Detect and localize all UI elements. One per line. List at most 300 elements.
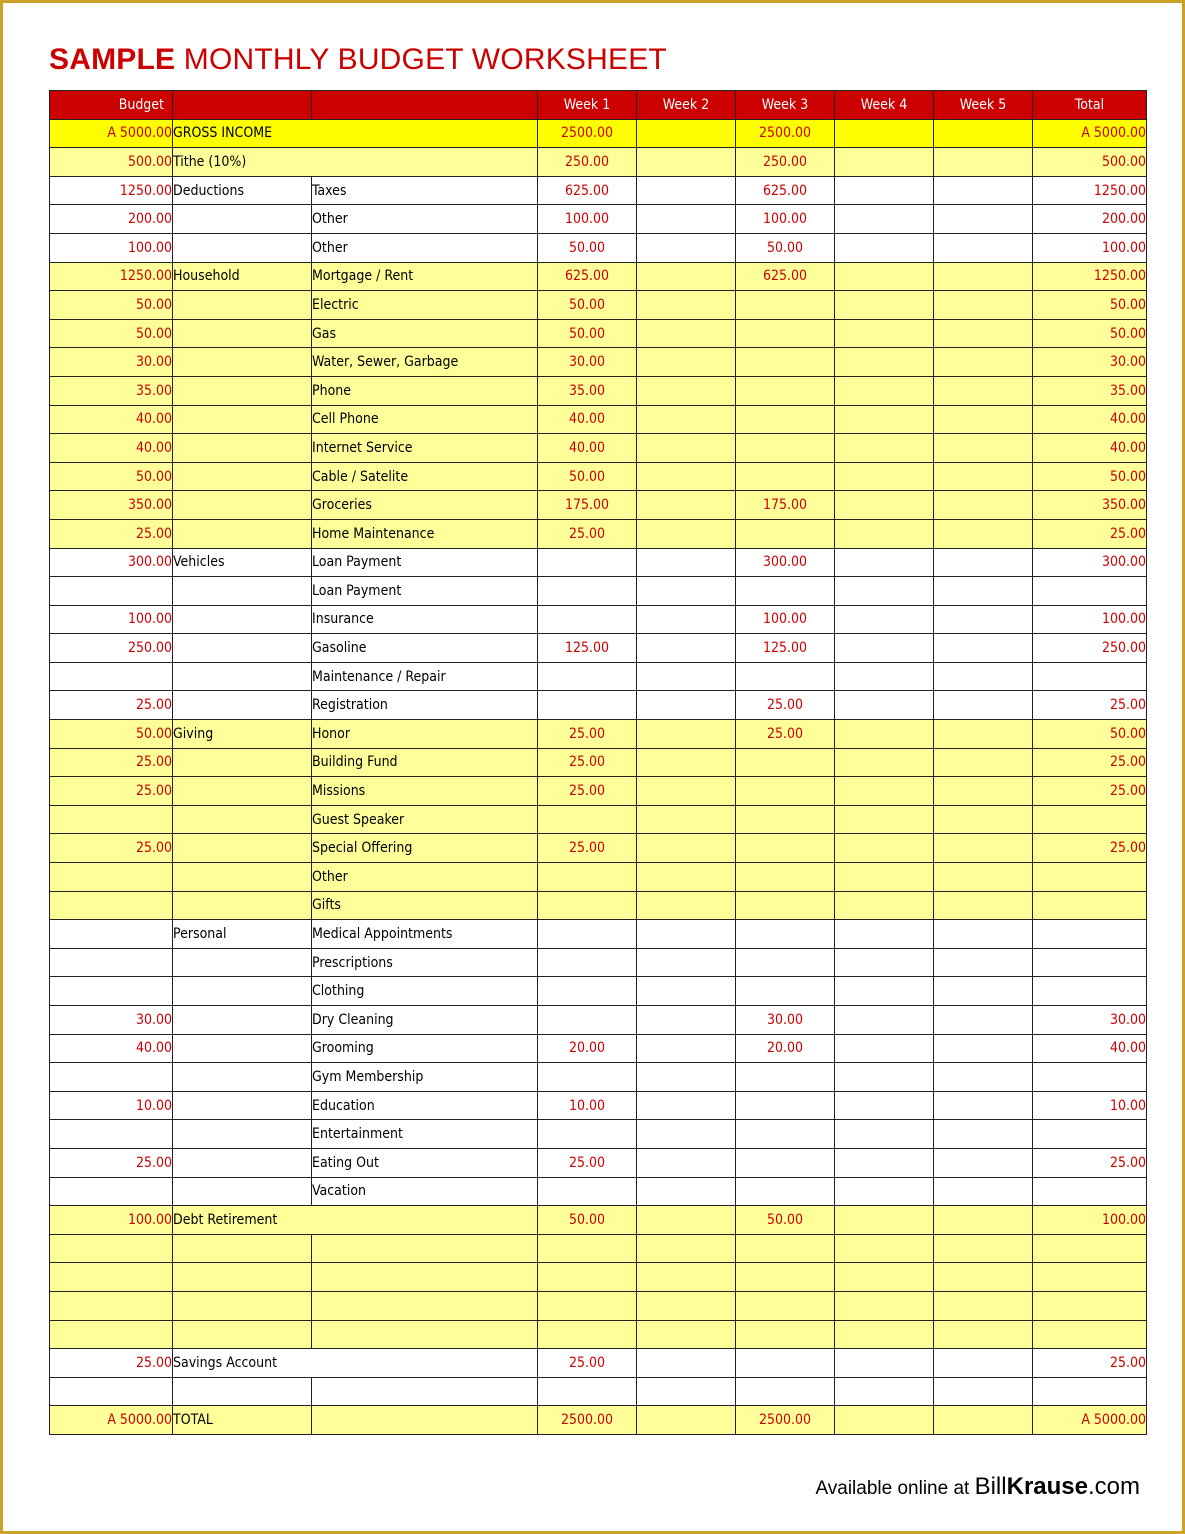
total-cell[interactable]: 10.00 <box>1033 1091 1147 1120</box>
week-4-cell[interactable] <box>835 348 934 377</box>
category-cell[interactable]: Savings Account <box>173 1349 538 1378</box>
week-4-cell[interactable] <box>835 434 934 463</box>
week-1-cell[interactable]: 50.00 <box>538 462 637 491</box>
week-2-cell[interactable] <box>637 577 736 606</box>
item-cell[interactable]: Internet Service <box>312 434 538 463</box>
week-4-cell[interactable] <box>835 977 934 1006</box>
total-cell[interactable] <box>1033 577 1147 606</box>
budget-cell[interactable] <box>50 1320 173 1349</box>
budget-cell[interactable]: 100.00 <box>50 233 173 262</box>
total-cell[interactable] <box>1033 1234 1147 1263</box>
total-cell[interactable]: 40.00 <box>1033 405 1147 434</box>
category-cell[interactable] <box>173 1320 312 1349</box>
week-3-cell[interactable] <box>736 319 835 348</box>
week-5-cell[interactable] <box>934 1320 1033 1349</box>
category-cell[interactable] <box>173 1377 312 1406</box>
budget-cell[interactable]: 1250.00 <box>50 176 173 205</box>
total-cell[interactable]: 50.00 <box>1033 291 1147 320</box>
budget-cell[interactable] <box>50 805 173 834</box>
item-cell[interactable]: Phone <box>312 376 538 405</box>
week-1-cell[interactable]: 30.00 <box>538 348 637 377</box>
budget-cell[interactable]: 100.00 <box>50 1206 173 1235</box>
week-2-cell[interactable] <box>637 691 736 720</box>
budget-cell[interactable] <box>50 891 173 920</box>
week-5-cell[interactable] <box>934 148 1033 177</box>
total-cell[interactable]: 25.00 <box>1033 748 1147 777</box>
week-5-cell[interactable] <box>934 262 1033 291</box>
week-5-cell[interactable] <box>934 1234 1033 1263</box>
week-4-cell[interactable] <box>835 1263 934 1292</box>
week-4-cell[interactable] <box>835 720 934 749</box>
total-cell[interactable]: 30.00 <box>1033 348 1147 377</box>
category-cell[interactable] <box>173 977 312 1006</box>
week-2-cell[interactable] <box>637 1148 736 1177</box>
week-2-cell[interactable] <box>637 1349 736 1378</box>
week-3-cell[interactable] <box>736 519 835 548</box>
budget-cell[interactable]: 300.00 <box>50 548 173 577</box>
budget-cell[interactable]: 40.00 <box>50 405 173 434</box>
week-5-cell[interactable] <box>934 662 1033 691</box>
item-cell[interactable]: Gasoline <box>312 634 538 663</box>
total-cell[interactable] <box>1033 948 1147 977</box>
week-5-cell[interactable] <box>934 1177 1033 1206</box>
week-1-cell[interactable] <box>538 1177 637 1206</box>
category-cell[interactable] <box>173 1120 312 1149</box>
total-cell[interactable]: 25.00 <box>1033 1349 1147 1378</box>
total-cell[interactable] <box>1033 863 1147 892</box>
week-4-cell[interactable] <box>835 119 934 148</box>
week-3-cell[interactable] <box>736 291 835 320</box>
total-cell[interactable]: 50.00 <box>1033 720 1147 749</box>
category-cell[interactable] <box>173 805 312 834</box>
week-2-cell[interactable] <box>637 891 736 920</box>
category-cell[interactable] <box>173 1091 312 1120</box>
category-cell[interactable] <box>173 1291 312 1320</box>
item-cell[interactable]: Vacation <box>312 1177 538 1206</box>
week-2-cell[interactable] <box>637 348 736 377</box>
week-1-cell[interactable]: 25.00 <box>538 519 637 548</box>
week-5-cell[interactable] <box>934 691 1033 720</box>
budget-cell[interactable] <box>50 1263 173 1292</box>
week-4-cell[interactable] <box>835 891 934 920</box>
week-3-cell[interactable]: 300.00 <box>736 548 835 577</box>
week-3-cell[interactable] <box>736 405 835 434</box>
week-4-cell[interactable] <box>835 376 934 405</box>
budget-cell[interactable]: 50.00 <box>50 720 173 749</box>
category-cell[interactable]: TOTAL <box>173 1406 312 1435</box>
week-1-cell[interactable]: 625.00 <box>538 262 637 291</box>
item-cell[interactable] <box>312 1263 538 1292</box>
budget-cell[interactable] <box>50 1063 173 1092</box>
budget-cell[interactable]: 25.00 <box>50 1148 173 1177</box>
item-cell[interactable]: Honor <box>312 720 538 749</box>
item-cell[interactable]: Taxes <box>312 176 538 205</box>
week-5-cell[interactable] <box>934 519 1033 548</box>
week-1-cell[interactable] <box>538 863 637 892</box>
item-cell[interactable] <box>312 1320 538 1349</box>
budget-cell[interactable]: 25.00 <box>50 834 173 863</box>
week-1-cell[interactable] <box>538 805 637 834</box>
week-1-cell[interactable]: 10.00 <box>538 1091 637 1120</box>
week-2-cell[interactable] <box>637 233 736 262</box>
week-4-cell[interactable] <box>835 834 934 863</box>
week-3-cell[interactable] <box>736 977 835 1006</box>
week-3-cell[interactable] <box>736 662 835 691</box>
week-3-cell[interactable] <box>736 834 835 863</box>
total-cell[interactable]: 100.00 <box>1033 1206 1147 1235</box>
week-4-cell[interactable] <box>835 176 934 205</box>
category-cell[interactable] <box>173 205 312 234</box>
week-2-cell[interactable] <box>637 148 736 177</box>
week-1-cell[interactable]: 250.00 <box>538 148 637 177</box>
week-3-cell[interactable] <box>736 1291 835 1320</box>
total-cell[interactable]: 40.00 <box>1033 434 1147 463</box>
budget-cell[interactable]: 30.00 <box>50 1006 173 1035</box>
week-1-cell[interactable] <box>538 1291 637 1320</box>
budget-cell[interactable] <box>50 948 173 977</box>
week-2-cell[interactable] <box>637 1234 736 1263</box>
item-cell[interactable]: Building Fund <box>312 748 538 777</box>
week-2-cell[interactable] <box>637 548 736 577</box>
week-1-cell[interactable]: 50.00 <box>538 1206 637 1235</box>
item-cell[interactable] <box>312 1377 538 1406</box>
week-2-cell[interactable] <box>637 777 736 806</box>
total-cell[interactable] <box>1033 1291 1147 1320</box>
week-2-cell[interactable] <box>637 605 736 634</box>
week-1-cell[interactable]: 25.00 <box>538 777 637 806</box>
budget-cell[interactable] <box>50 1120 173 1149</box>
week-3-cell[interactable]: 625.00 <box>736 176 835 205</box>
total-cell[interactable] <box>1033 1377 1147 1406</box>
week-5-cell[interactable] <box>934 291 1033 320</box>
item-cell[interactable]: Mortgage / Rent <box>312 262 538 291</box>
week-4-cell[interactable] <box>835 1291 934 1320</box>
week-5-cell[interactable] <box>934 720 1033 749</box>
category-cell[interactable] <box>173 863 312 892</box>
item-cell[interactable]: Eating Out <box>312 1148 538 1177</box>
category-cell[interactable] <box>173 491 312 520</box>
week-1-cell[interactable]: 50.00 <box>538 319 637 348</box>
item-cell[interactable]: Education <box>312 1091 538 1120</box>
category-cell[interactable] <box>173 1263 312 1292</box>
total-cell[interactable] <box>1033 977 1147 1006</box>
category-cell[interactable]: Deductions <box>173 176 312 205</box>
week-3-cell[interactable]: 100.00 <box>736 605 835 634</box>
total-cell[interactable]: 25.00 <box>1033 834 1147 863</box>
category-cell[interactable] <box>173 233 312 262</box>
week-1-cell[interactable] <box>538 1320 637 1349</box>
week-5-cell[interactable] <box>934 634 1033 663</box>
week-5-cell[interactable] <box>934 376 1033 405</box>
item-cell[interactable]: Other <box>312 863 538 892</box>
week-3-cell[interactable] <box>736 1091 835 1120</box>
category-cell[interactable]: Personal <box>173 920 312 949</box>
week-4-cell[interactable] <box>835 1206 934 1235</box>
week-4-cell[interactable] <box>835 1377 934 1406</box>
budget-cell[interactable]: 200.00 <box>50 205 173 234</box>
week-5-cell[interactable] <box>934 1206 1033 1235</box>
week-3-cell[interactable]: 25.00 <box>736 691 835 720</box>
week-2-cell[interactable] <box>637 262 736 291</box>
week-1-cell[interactable] <box>538 948 637 977</box>
total-cell[interactable] <box>1033 805 1147 834</box>
week-5-cell[interactable] <box>934 577 1033 606</box>
category-cell[interactable] <box>173 777 312 806</box>
week-4-cell[interactable] <box>835 948 934 977</box>
category-cell[interactable] <box>173 577 312 606</box>
budget-cell[interactable] <box>50 662 173 691</box>
week-4-cell[interactable] <box>835 1320 934 1349</box>
total-cell[interactable]: A 5000.00 <box>1033 119 1147 148</box>
week-4-cell[interactable] <box>835 148 934 177</box>
week-4-cell[interactable] <box>835 491 934 520</box>
total-cell[interactable] <box>1033 662 1147 691</box>
week-5-cell[interactable] <box>934 748 1033 777</box>
budget-cell[interactable]: 100.00 <box>50 605 173 634</box>
week-5-cell[interactable] <box>934 805 1033 834</box>
week-4-cell[interactable] <box>835 319 934 348</box>
week-5-cell[interactable] <box>934 1006 1033 1035</box>
budget-cell[interactable] <box>50 1377 173 1406</box>
week-4-cell[interactable] <box>835 233 934 262</box>
week-1-cell[interactable] <box>538 691 637 720</box>
week-5-cell[interactable] <box>934 491 1033 520</box>
week-2-cell[interactable] <box>637 376 736 405</box>
week-1-cell[interactable] <box>538 977 637 1006</box>
week-3-cell[interactable] <box>736 376 835 405</box>
week-3-cell[interactable] <box>736 805 835 834</box>
week-3-cell[interactable] <box>736 462 835 491</box>
week-1-cell[interactable]: 2500.00 <box>538 1406 637 1435</box>
category-cell[interactable] <box>173 462 312 491</box>
budget-cell[interactable] <box>50 1291 173 1320</box>
item-cell[interactable]: Maintenance / Repair <box>312 662 538 691</box>
budget-cell[interactable]: 25.00 <box>50 1349 173 1378</box>
total-cell[interactable] <box>1033 1263 1147 1292</box>
week-4-cell[interactable] <box>835 577 934 606</box>
week-2-cell[interactable] <box>637 920 736 949</box>
week-5-cell[interactable] <box>934 891 1033 920</box>
category-cell[interactable]: Debt Retirement <box>173 1206 538 1235</box>
week-1-cell[interactable]: 2500.00 <box>538 119 637 148</box>
budget-cell[interactable] <box>50 920 173 949</box>
week-5-cell[interactable] <box>934 434 1033 463</box>
week-2-cell[interactable] <box>637 834 736 863</box>
item-cell[interactable]: Groceries <box>312 491 538 520</box>
week-2-cell[interactable] <box>637 634 736 663</box>
week-1-cell[interactable] <box>538 605 637 634</box>
total-cell[interactable]: 25.00 <box>1033 691 1147 720</box>
item-cell[interactable]: Cable / Satelite <box>312 462 538 491</box>
category-cell[interactable]: Household <box>173 262 312 291</box>
week-4-cell[interactable] <box>835 1234 934 1263</box>
week-3-cell[interactable]: 2500.00 <box>736 119 835 148</box>
week-2-cell[interactable] <box>637 434 736 463</box>
week-5-cell[interactable] <box>934 948 1033 977</box>
week-4-cell[interactable] <box>835 634 934 663</box>
week-2-cell[interactable] <box>637 119 736 148</box>
week-2-cell[interactable] <box>637 1320 736 1349</box>
week-3-cell[interactable] <box>736 1263 835 1292</box>
total-cell[interactable]: 500.00 <box>1033 148 1147 177</box>
week-1-cell[interactable]: 25.00 <box>538 1148 637 1177</box>
week-1-cell[interactable]: 100.00 <box>538 205 637 234</box>
week-2-cell[interactable] <box>637 319 736 348</box>
total-cell[interactable] <box>1033 1120 1147 1149</box>
category-cell[interactable] <box>173 405 312 434</box>
week-1-cell[interactable]: 40.00 <box>538 434 637 463</box>
budget-cell[interactable]: 10.00 <box>50 1091 173 1120</box>
week-5-cell[interactable] <box>934 119 1033 148</box>
week-4-cell[interactable] <box>835 291 934 320</box>
week-2-cell[interactable] <box>637 205 736 234</box>
item-cell[interactable]: Guest Speaker <box>312 805 538 834</box>
week-2-cell[interactable] <box>637 948 736 977</box>
week-2-cell[interactable] <box>637 176 736 205</box>
week-5-cell[interactable] <box>934 1349 1033 1378</box>
item-cell[interactable]: Registration <box>312 691 538 720</box>
category-cell[interactable] <box>173 319 312 348</box>
week-1-cell[interactable]: 25.00 <box>538 834 637 863</box>
category-cell[interactable] <box>173 434 312 463</box>
item-cell[interactable]: Loan Payment <box>312 548 538 577</box>
week-4-cell[interactable] <box>835 519 934 548</box>
week-5-cell[interactable] <box>934 605 1033 634</box>
week-3-cell[interactable] <box>736 577 835 606</box>
category-cell[interactable] <box>173 1034 312 1063</box>
week-1-cell[interactable]: 50.00 <box>538 233 637 262</box>
budget-cell[interactable] <box>50 577 173 606</box>
category-cell[interactable]: Tithe (10%) <box>173 148 538 177</box>
item-cell[interactable]: Dry Cleaning <box>312 1006 538 1035</box>
item-cell[interactable]: Loan Payment <box>312 577 538 606</box>
week-3-cell[interactable]: 20.00 <box>736 1034 835 1063</box>
week-3-cell[interactable] <box>736 920 835 949</box>
week-5-cell[interactable] <box>934 1034 1033 1063</box>
category-cell[interactable] <box>173 1006 312 1035</box>
week-1-cell[interactable] <box>538 1063 637 1092</box>
week-3-cell[interactable] <box>736 948 835 977</box>
budget-cell[interactable]: 40.00 <box>50 434 173 463</box>
category-cell[interactable] <box>173 948 312 977</box>
item-cell[interactable]: Gifts <box>312 891 538 920</box>
week-2-cell[interactable] <box>637 805 736 834</box>
week-1-cell[interactable] <box>538 1120 637 1149</box>
week-5-cell[interactable] <box>934 548 1033 577</box>
week-2-cell[interactable] <box>637 863 736 892</box>
week-2-cell[interactable] <box>637 491 736 520</box>
week-2-cell[interactable] <box>637 662 736 691</box>
budget-cell[interactable]: 30.00 <box>50 348 173 377</box>
category-cell[interactable] <box>173 519 312 548</box>
week-5-cell[interactable] <box>934 1377 1033 1406</box>
week-2-cell[interactable] <box>637 1091 736 1120</box>
category-cell[interactable]: GROSS INCOME <box>173 119 538 148</box>
budget-cell[interactable]: 25.00 <box>50 777 173 806</box>
week-2-cell[interactable] <box>637 1263 736 1292</box>
week-1-cell[interactable] <box>538 1006 637 1035</box>
week-4-cell[interactable] <box>835 1406 934 1435</box>
week-5-cell[interactable] <box>934 348 1033 377</box>
week-4-cell[interactable] <box>835 405 934 434</box>
week-1-cell[interactable] <box>538 577 637 606</box>
week-2-cell[interactable] <box>637 748 736 777</box>
week-1-cell[interactable]: 125.00 <box>538 634 637 663</box>
week-3-cell[interactable]: 25.00 <box>736 720 835 749</box>
week-2-cell[interactable] <box>637 1034 736 1063</box>
category-cell[interactable] <box>173 748 312 777</box>
week-1-cell[interactable] <box>538 1377 637 1406</box>
total-cell[interactable] <box>1033 920 1147 949</box>
week-4-cell[interactable] <box>835 605 934 634</box>
item-cell[interactable]: Clothing <box>312 977 538 1006</box>
item-cell[interactable]: Electric <box>312 291 538 320</box>
budget-cell[interactable]: A 5000.00 <box>50 119 173 148</box>
week-1-cell[interactable]: 25.00 <box>538 720 637 749</box>
week-1-cell[interactable]: 50.00 <box>538 291 637 320</box>
week-2-cell[interactable] <box>637 1377 736 1406</box>
week-5-cell[interactable] <box>934 1091 1033 1120</box>
week-3-cell[interactable] <box>736 891 835 920</box>
week-5-cell[interactable] <box>934 405 1033 434</box>
category-cell[interactable] <box>173 348 312 377</box>
week-3-cell[interactable]: 100.00 <box>736 205 835 234</box>
week-3-cell[interactable]: 50.00 <box>736 233 835 262</box>
week-2-cell[interactable] <box>637 1120 736 1149</box>
week-5-cell[interactable] <box>934 462 1033 491</box>
week-5-cell[interactable] <box>934 1063 1033 1092</box>
total-cell[interactable]: 100.00 <box>1033 605 1147 634</box>
item-cell[interactable]: Prescriptions <box>312 948 538 977</box>
category-cell[interactable] <box>173 291 312 320</box>
week-5-cell[interactable] <box>934 233 1033 262</box>
total-cell[interactable]: A 5000.00 <box>1033 1406 1147 1435</box>
week-4-cell[interactable] <box>835 1063 934 1092</box>
week-1-cell[interactable] <box>538 891 637 920</box>
week-4-cell[interactable] <box>835 863 934 892</box>
week-4-cell[interactable] <box>835 1120 934 1149</box>
budget-cell[interactable]: 350.00 <box>50 491 173 520</box>
week-5-cell[interactable] <box>934 1291 1033 1320</box>
week-5-cell[interactable] <box>934 863 1033 892</box>
week-2-cell[interactable] <box>637 1406 736 1435</box>
week-4-cell[interactable] <box>835 662 934 691</box>
budget-cell[interactable] <box>50 863 173 892</box>
budget-cell[interactable]: 35.00 <box>50 376 173 405</box>
week-3-cell[interactable] <box>736 1320 835 1349</box>
total-cell[interactable]: 200.00 <box>1033 205 1147 234</box>
week-5-cell[interactable] <box>934 1148 1033 1177</box>
week-2-cell[interactable] <box>637 291 736 320</box>
week-4-cell[interactable] <box>835 691 934 720</box>
week-4-cell[interactable] <box>835 1349 934 1378</box>
category-cell[interactable] <box>173 605 312 634</box>
week-2-cell[interactable] <box>637 462 736 491</box>
week-4-cell[interactable] <box>835 1006 934 1035</box>
week-4-cell[interactable] <box>835 1177 934 1206</box>
item-cell[interactable]: Other <box>312 233 538 262</box>
total-cell[interactable]: 350.00 <box>1033 491 1147 520</box>
week-5-cell[interactable] <box>934 319 1033 348</box>
week-2-cell[interactable] <box>637 1206 736 1235</box>
budget-cell[interactable]: 500.00 <box>50 148 173 177</box>
week-1-cell[interactable] <box>538 1234 637 1263</box>
week-3-cell[interactable]: 125.00 <box>736 634 835 663</box>
week-2-cell[interactable] <box>637 1177 736 1206</box>
week-5-cell[interactable] <box>934 1120 1033 1149</box>
week-4-cell[interactable] <box>835 548 934 577</box>
budget-cell[interactable]: 40.00 <box>50 1034 173 1063</box>
